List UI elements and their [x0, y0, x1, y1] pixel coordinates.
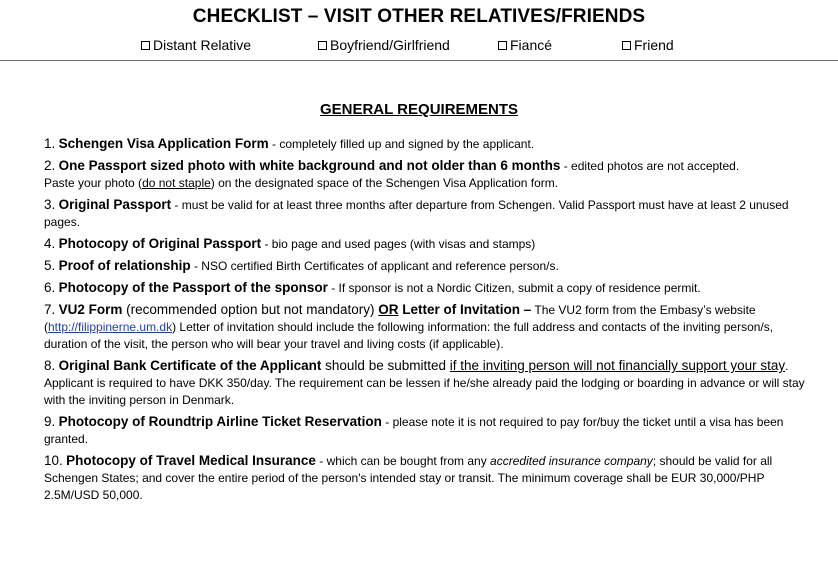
checkbox-label: Distant Relative — [153, 37, 252, 53]
checkbox-icon[interactable] — [141, 41, 150, 50]
list-item: 8. Original Bank Certificate of the Applicant should be submitted if the inviting person will not financially support your stay. Applicant is required to have DKK 350/day. The requirement can be lessen if he/she already paid the lodging or boarding in advance or will stay with the inviting person in Denmark. — [44, 358, 805, 407]
checkbox-icon[interactable] — [622, 41, 631, 50]
checkbox-icon[interactable] — [498, 41, 507, 50]
checkbox-icon[interactable] — [318, 41, 327, 50]
list-item: 7. VU2 Form (recommended option but not mandatory) OR Letter of Invitation – The VU2 form from the Embasy’s website (http://filippinerne.um.dk) Letter of invitation should include the following information: the full address and contacts of the inviting person/s, duration of the visit, the person who will bear your travel and living costs (if applicable). — [44, 302, 774, 351]
list-item: 9. Photocopy of Roundtrip Airline Ticket Reservation - please note it is not required to pay for/buy the ticket until a visa has been granted. — [44, 414, 784, 446]
list-item: 5. Proof of relationship - NSO certified Birth Certificates of applicant and reference person/s. — [44, 258, 559, 273]
section-title: GENERAL REQUIREMENTS — [319, 101, 519, 118]
list-item: 1. Schengen Visa Application Form - completely filled up and signed by the applicant. — [44, 136, 535, 151]
checkbox-boyfriend-girlfriend[interactable] — [318, 37, 450, 53]
checkbox-label: Fiancé — [510, 37, 553, 53]
list-item: 3. Original Passport - must be valid for at least three months after departure from Schengen. Valid Passport must have at least 2 unused pages. — [44, 197, 789, 229]
checkbox-friend[interactable] — [622, 37, 674, 53]
checkbox-label: Friend — [634, 37, 674, 53]
header-divider — [0, 60, 838, 61]
checkbox-label: Boyfriend/Girlfriend — [330, 37, 450, 53]
list-item: 10. Photocopy of Travel Medical Insurance - which can be bought from any accredited insurance company; should be valid for all Schengen States; and cover the entire period of the person's intended stay or transit. The minimum coverage shall be EUR 30,000/PHP 2.5M/USD 50,000. — [44, 453, 773, 502]
list-item: 4. Photocopy of Original Passport - bio page and used pages (with visas and stamps) — [44, 236, 536, 251]
checkbox-distant-relative[interactable] — [141, 37, 251, 53]
checkbox-fiance[interactable] — [498, 37, 552, 53]
embassy-website-link[interactable]: http://filippinerne.um.dk — [48, 320, 173, 334]
list-item: 2. One Passport sized photo with white background and not older than 6 months - edited photos are not accepted. Paste your photo (do not staple) on the designated space of the Schengen Visa Application form. — [44, 158, 740, 190]
requirements-list — [44, 135, 819, 508]
document-title: CHECKLIST – VISIT OTHER RELATIVES/FRIENDS — [192, 6, 646, 27]
category-checkboxes — [0, 37, 838, 57]
list-item: 6. Photocopy of the Passport of the sponsor - If sponsor is not a Nordic Citizen, submit a copy of residence permit. — [44, 280, 701, 295]
